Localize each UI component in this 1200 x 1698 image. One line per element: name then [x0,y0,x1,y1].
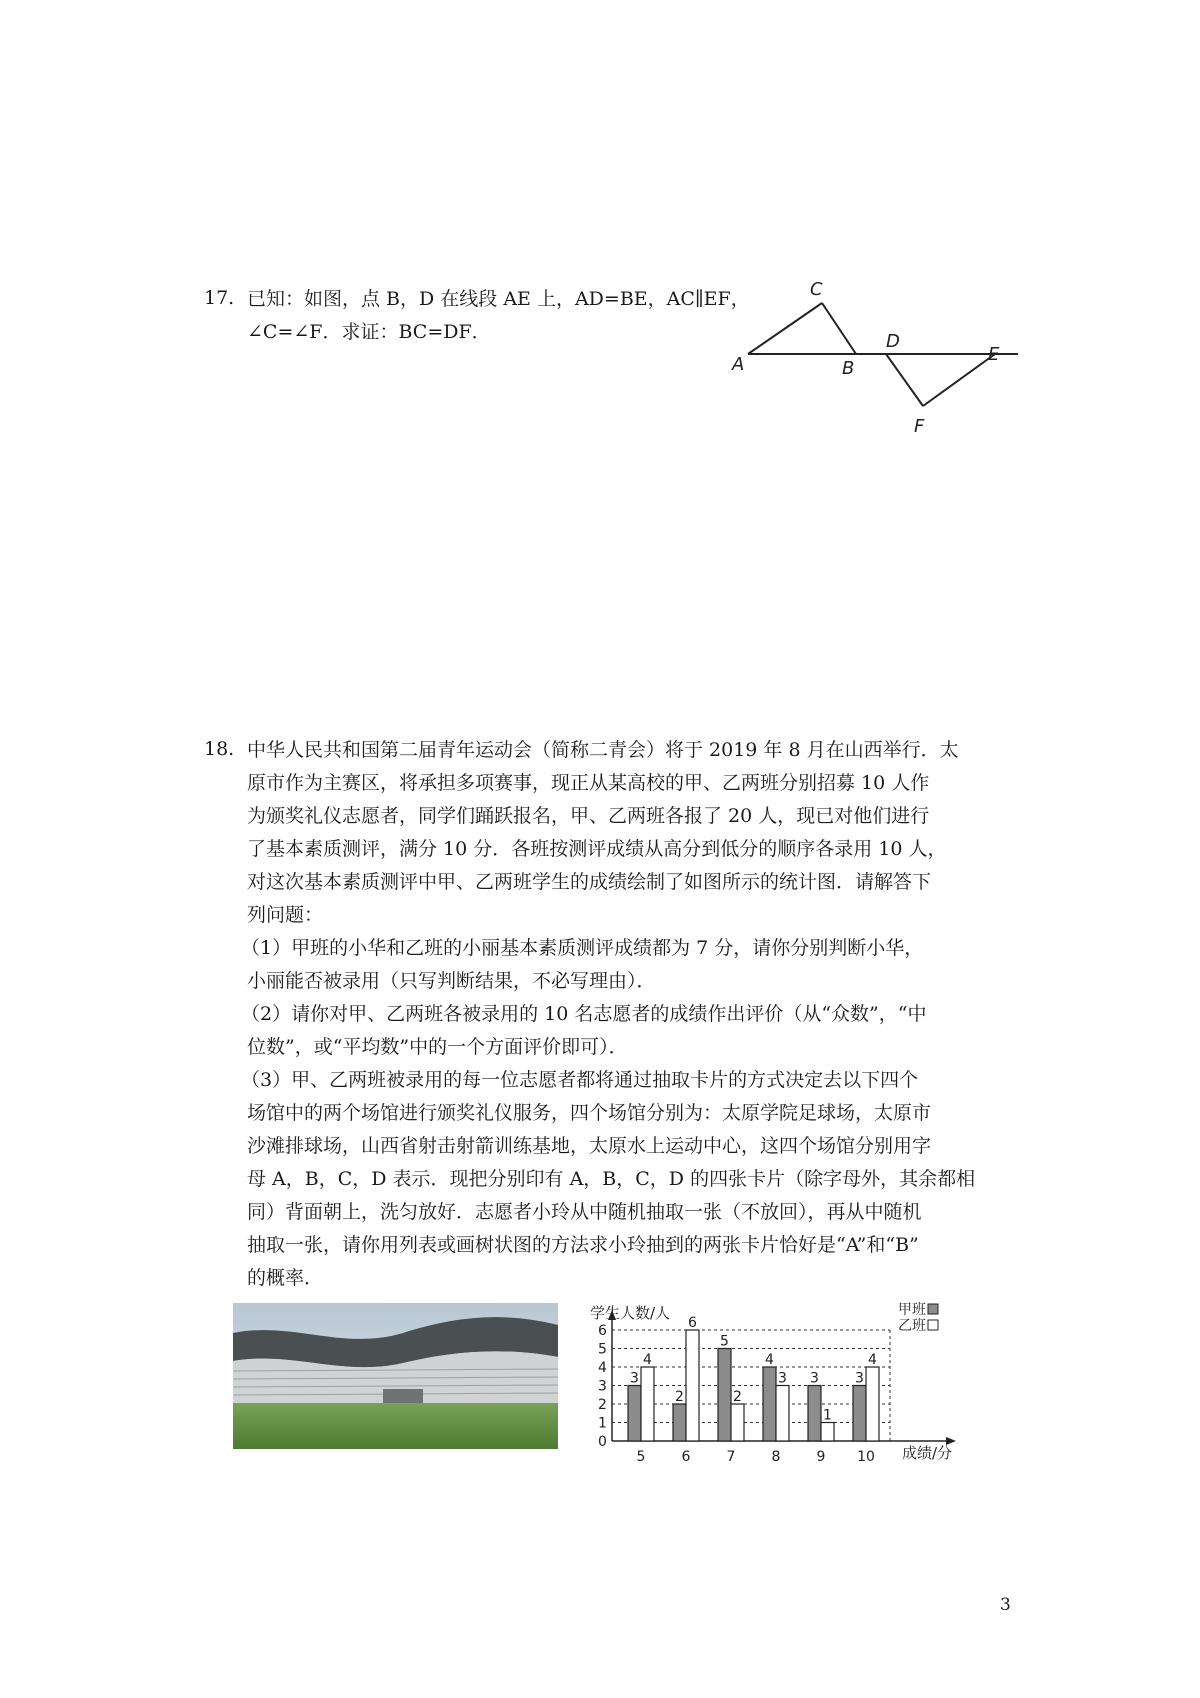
point-label-a: A [732,354,745,375]
segment-ac [748,303,822,354]
question-17-line-2: ∠C=∠F．求证：BC=DF． [247,321,491,343]
point-label-f: F [914,416,925,437]
question-18-line: 场馆中的两个场馆进行颁奖礼仪服务，四个场馆分别为：太原学院足球场，太原市 [247,1102,932,1124]
bar-value-label: 5 [720,1333,729,1350]
question-18-line: （3）甲、乙两班被录用的每一位志愿者都将通过抽取卡片的方式决定去以下四个 [241,1069,919,1091]
question-18-number: 18. [204,738,235,760]
question-18-line: 中华人民共和国第二届青年运动会（简称二青会）将于 2019 年 8 月在山西举行．太 [247,739,959,761]
question-18-line: 为颁奖礼仪志愿者，同学们踊跃报名，甲、乙两班各报了 20 人，现已对他们进行 [247,805,930,827]
bar-value-label: 4 [765,1352,774,1368]
x-tick-label: 6 [681,1449,691,1465]
segment-df [886,354,923,406]
question-18-text [241,734,1017,1295]
question-18-line: 同）背面朝上，洗匀放好．志愿者小玲从中随机抽取一张（不放回），再从中随机 [247,1201,922,1223]
point-label-e: E [988,344,1000,365]
question-18-line: 小丽能否被录用（只写判断结果，不必写理由）． [247,970,656,992]
geometry-figure [730,270,1030,440]
question-18-line: 沙滩排球场，山西省射击射箭训练基地，太原水上运动中心，这四个场馆分别用字 [247,1135,932,1157]
bar-value-label: 3 [810,1370,819,1387]
bar-value-label: 4 [643,1352,652,1368]
bar-jia-9 [808,1386,821,1442]
page-number: 3 [1000,1595,1011,1615]
x-tick-label: 5 [636,1449,646,1465]
question-17-line-1: 已知：如图，点 B，D 在线段 AE 上，AD=BE，AC∥EF， [247,288,750,310]
score-bar-chart [570,1298,990,1468]
legend [898,1302,938,1334]
segment-ef [923,354,995,406]
question-18-line: 原市作为主赛区，将承担多项赛事，现正从某高校的甲、乙两班分别招募 10 人作 [247,772,930,794]
legend-label-jia: 甲班 [898,1302,926,1318]
bar-value-label: 3 [630,1370,639,1387]
legend-swatch-jia [928,1304,938,1314]
legend-swatch-yi [928,1320,938,1330]
bar-yi-6 [686,1330,699,1441]
stadium-photo [233,1303,558,1449]
bar-yi-8 [776,1386,789,1442]
bar-value-label: 4 [868,1352,877,1368]
question-18-line: （2）请你对甲、乙两班各被录用的 10 名志愿者的成绩作出评价（从“众数”，“中 [241,1003,927,1025]
x-tick-label: 9 [816,1449,826,1465]
question-18-line: 对这次基本素质测评中甲、乙两班学生的成绩绘制了如图所示的统计图．请解答下 [247,871,932,893]
bar-yi-7 [731,1404,744,1441]
x-tick-label: 10 [857,1449,875,1465]
bar-jia-10 [853,1386,866,1442]
bar-yi-10 [866,1367,879,1441]
y-tick-label: 2 [598,1397,607,1413]
bar-value-label: 2 [675,1389,684,1405]
x-tick-label: 8 [771,1449,781,1465]
point-label-d: D [886,331,900,352]
question-18-line: 抽取一张，请你用列表或画树状图的方法求小玲抽到的两张卡片恰好是“A”和“B” [247,1234,919,1256]
bar-jia-6 [673,1404,686,1441]
question-17-number: 17. [204,287,235,309]
bar-value-label: 6 [688,1315,697,1331]
question-18-line: 的概率． [247,1267,324,1289]
bar-value-label: 1 [823,1407,832,1424]
y-tick-label: 3 [598,1378,607,1395]
y-tick-label: 6 [598,1323,607,1339]
bar-yi-9 [821,1423,834,1442]
bar-jia-8 [763,1367,776,1441]
question-18-line: （1）甲班的小华和乙班的小丽基本素质测评成绩都为 7 分，请你分别判断小华， [241,937,924,959]
bar-value-label: 3 [778,1370,787,1387]
question-18-line: 列问题： [247,904,324,926]
point-label-c: C [810,279,823,300]
bar-value-label: 2 [733,1389,742,1405]
legend-label-yi: 乙班 [898,1318,926,1334]
x-tick-label: 7 [726,1449,736,1465]
y-tick-label: 0 [598,1434,607,1450]
bar-jia-7 [718,1349,731,1442]
question-18-line: 母 A，B，C，D 表示．现把分别印有 A，B，C，D 的四张卡片（除字母外，其余都相 [247,1168,976,1190]
x-axis-label: 成绩/分 [902,1444,953,1462]
y-axis-label: 学生人数/人 [590,1304,671,1322]
y-tick-label: 5 [598,1341,607,1358]
segment-bc [822,303,856,354]
question-18-line: 位数”，或“平均数”中的一个方面评价即可）． [247,1036,628,1058]
y-tick-label: 4 [598,1360,607,1376]
bar-jia-5 [628,1386,641,1442]
point-label-b: B [842,358,855,379]
bar-yi-5 [641,1367,654,1441]
y-tick-label: 1 [598,1415,607,1432]
bar-value-label: 3 [855,1370,864,1387]
question-18-line: 了基本素质测评，满分 10 分．各班按测评成绩从高分到低分的顺序各录用 10 人， [247,838,947,860]
